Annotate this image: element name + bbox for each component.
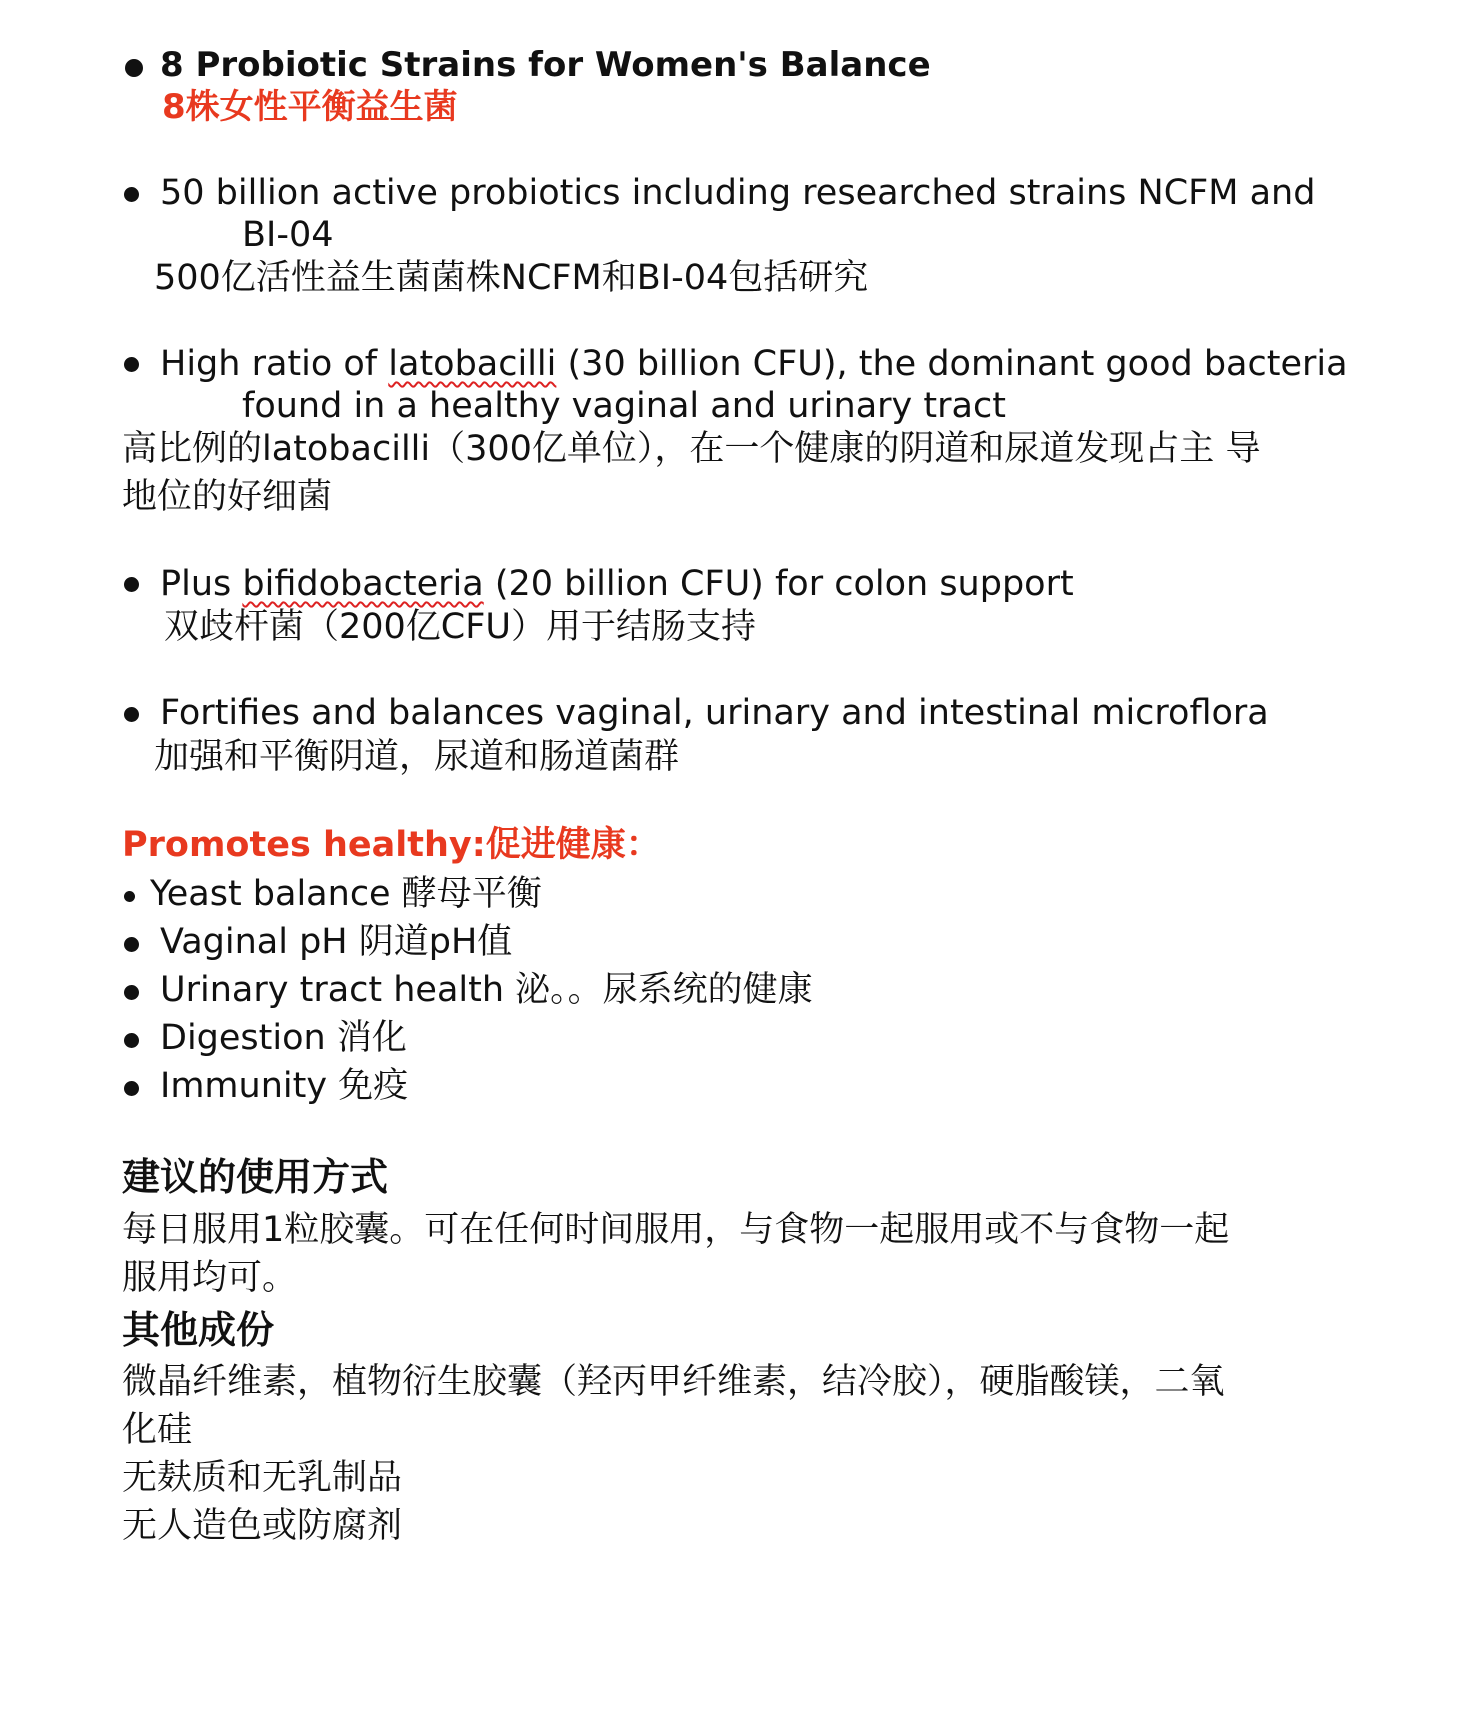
- bullet-icon: [124, 985, 139, 1000]
- feature-text-en: [160, 561, 1074, 607]
- other-ingredients-note: 无人造色或防腐剂: [122, 1506, 403, 1546]
- feature-text-zh-cont: 地位的好细菌: [122, 477, 333, 517]
- bullet-icon: [124, 187, 139, 202]
- spellcheck-flagged-word: bifidobacteria: [242, 564, 484, 604]
- promotes-item: Vaginal pH 阴道pH值: [160, 922, 513, 962]
- bullet-icon: [124, 1081, 139, 1096]
- feature-text-en-cont: found in a healthy vaginal and urinary tract: [242, 386, 1006, 426]
- feature-text-zh: 加强和平衡阴道，尿道和肠道菌群: [154, 737, 680, 777]
- promotes-item: Yeast balance 酵母平衡: [150, 874, 542, 914]
- feature-text-en-cont: BI-04: [242, 215, 334, 255]
- promotes-item: Immunity 免疫: [160, 1066, 409, 1106]
- promotes-item: Digestion 消化: [160, 1018, 407, 1058]
- bullet-icon: [124, 577, 139, 592]
- usage-text-cont: 服用均可。: [122, 1258, 298, 1298]
- feature-title-zh: 8株女性平衡益生菌: [162, 87, 458, 127]
- promotes-item: Urinary tract health 泌。。尿系统的健康: [160, 970, 813, 1010]
- bullet-icon: [124, 1033, 139, 1048]
- usage-heading: 建议的使用方式: [122, 1155, 389, 1199]
- other-ingredients-note: 无麸质和无乳制品: [122, 1458, 403, 1498]
- spellcheck-flagged-word: latobacilli: [388, 344, 557, 384]
- text-segment: (20 billion CFU) for colon support: [483, 564, 1074, 604]
- bullet-icon: [124, 891, 135, 902]
- promotes-heading: Promotes healthy:促进健康：: [122, 825, 661, 865]
- bullet-icon: [124, 357, 139, 372]
- feature-text-en: 50 billion active probiotics including researched strains NCFM and: [160, 173, 1316, 213]
- bullet-icon: [124, 707, 139, 722]
- bullet-icon: [124, 937, 139, 952]
- feature-text-zh: 500亿活性益生菌菌株NCFM和BI-04包括研究: [154, 258, 869, 298]
- other-ingredients-text: 微晶纤维素，植物衍生胶囊（羟丙甲纤维素，结冷胶），硬脂酸镁，二氧: [122, 1362, 1225, 1402]
- usage-text: 每日服用1粒胶囊。可在任何时间服用，与食物一起服用或不与食物一起: [122, 1210, 1230, 1250]
- text-segment: High ratio of: [160, 344, 389, 384]
- other-ingredients-heading: 其他成份: [122, 1308, 275, 1352]
- feature-title-en: 8 Probiotic Strains for Women's Balance: [160, 45, 931, 85]
- other-ingredients-text-cont: 化硅: [122, 1410, 193, 1450]
- text-segment: Plus: [160, 564, 243, 604]
- feature-text-en: Fortifies and balances vaginal, urinary and intestinal microflora: [160, 693, 1269, 733]
- feature-text-zh: 高比例的latobacilli（300亿单位），在一个健康的阴道和尿道发现占主 导: [122, 429, 1261, 469]
- feature-text-en: [160, 341, 1348, 387]
- feature-text-zh: 双歧杆菌（200亿CFU）用于结肠支持: [164, 607, 756, 647]
- text-segment: (30 billion CFU), the dominant good bacteria: [556, 344, 1348, 384]
- bullet-icon: [125, 59, 143, 77]
